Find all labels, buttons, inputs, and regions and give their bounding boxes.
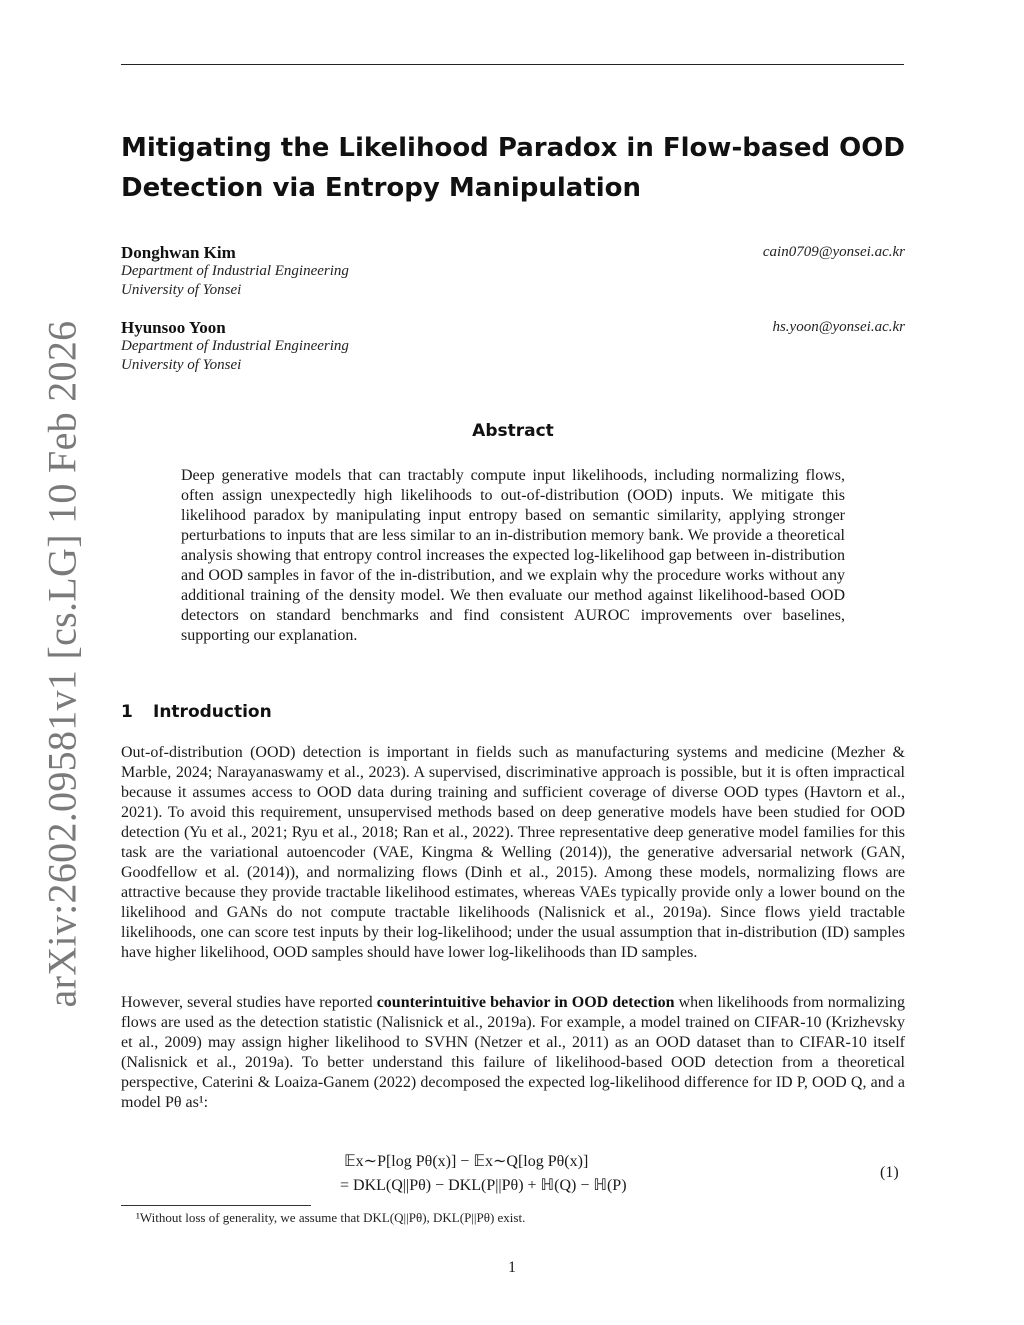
author-university: University of Yonsei — [121, 282, 242, 298]
top-rule — [121, 64, 904, 65]
author-email: hs.yoon@yonsei.ac.kr — [772, 319, 905, 335]
author-block — [121, 318, 905, 375]
footnote-rule — [121, 1205, 311, 1206]
section-title: Introduction — [153, 702, 272, 722]
author-department: Department of Industrial Engineering — [121, 338, 349, 354]
equation-line: = DKL(Q||Pθ) − DKL(P||Pθ) + ℍ(Q) − ℍ(P) — [340, 1177, 627, 1194]
author-email: cain0709@yonsei.ac.kr — [762, 244, 905, 260]
author-name: Donghwan Kim — [121, 243, 236, 262]
section-heading — [121, 701, 905, 723]
author-department: Department of Industrial Engineering — [121, 263, 349, 279]
paragraph — [121, 993, 905, 1113]
emphasis-text: counterintuitive behavior in OOD detection — [376, 994, 675, 1011]
page-number: 1 — [508, 1259, 516, 1276]
paper-title: Mitigating the Likelihood Paradox in Flow-based OOD Detection via Entropy Manipulation — [121, 133, 905, 203]
equation — [340, 1150, 680, 1198]
abstract-body: Deep generative models that can tractably compute input likelihoods, including normalizing flows, often assign unexpectedly high likelihoods to out-of-distribution (OOD) inputs. We mitigate this likelihood paradox by manipulating input entropy based on semantic similarity, applying stronger perturbations to inputs that are less similar to an in-distribution memory bank. We provide a theoretical analysis showing that entropy control increases the expected log-likelihood gap between in-distribution and OOD samples in favor of the in-distribution, and we explain why the procedure works without any additional training of the density model. We then evaluate our method against likelihood-based OOD detectors on standard benchmarks and find consistent AUROC improvements over baselines, supporting our explanation. — [181, 467, 845, 644]
paragraph-text: However, several studies have reported — [121, 994, 377, 1011]
equation-line: 𝔼x∼P[log Pθ(x)] − 𝔼x∼Q[log Pθ(x)] — [344, 1153, 589, 1170]
section-number: 1 — [121, 702, 133, 722]
arxiv-stamp: arXiv:2602.09581v1 [cs.LG] 10 Feb 2026 — [39, 320, 85, 1008]
abstract-heading: Abstract — [472, 421, 554, 441]
footnote: ¹Without loss of generality, we assume that DKL(Q||Pθ), DKL(P||Pθ) exist. — [136, 1210, 526, 1225]
author-name: Hyunsoo Yoon — [121, 318, 226, 337]
author-university: University of Yonsei — [121, 357, 242, 373]
paragraph-text: when likelihoods from normalizing flows are used as the detection statistic (Nalisnick et al., 2019a). For example, a model trained on CIFAR-10 (Krizhevsky et al., 2009) may assign higher likelihood to SVHN (Netzer et al., 2011) as an OOD dataset than to CIFAR-10 itself (Nalisnick et al., 2019a). To better understand this failure of likelihood-based OOD detection from a theoretical perspective, Caterini & Loaiza-Ganem (2022) decomposed the expected log-likelihood difference for ID P, OOD Q, and a model Pθ as¹: — [121, 994, 906, 1111]
paragraph: Out-of-distribution (OOD) detection is important in fields such as manufacturing systems and medicine (Mezher & Marble, 2024; Narayanaswamy et al., 2023). A supervised, discriminative approach is possible, but it is often impractical because it assumes access to OOD data during training and sufficient coverage of diverse OOD types (Havtorn et al., 2021). To avoid this requirement, unsupervised methods based on deep generative models have been studied for OOD detection (Yu et al., 2021; Ryu et al., 2018; Ran et al., 2022). Three representative deep generative model families for this task are the variational autoencoder (VAE, Kingma & Welling (2014)), the generative adversarial network (GAN, Goodfellow et al. (2014)), and normalizing flows (Dinh et al., 2015). Among these models, normalizing flows are attractive because they provide tractable likelihood estimates, whereas VAEs typically provide only a lower bound on the likelihood and GANs do not compute tractable likelihoods (Nalisnick et al., 2019a). Since flows yield tractable likelihoods, one can score test inputs by their log-likelihood; under the usual assumption that in-distribution (ID) samples have higher likelihood, OOD samples should have lower log-likelihoods than ID samples. — [121, 744, 905, 961]
equation-number: (1) — [880, 1164, 899, 1181]
author-block — [121, 243, 905, 300]
